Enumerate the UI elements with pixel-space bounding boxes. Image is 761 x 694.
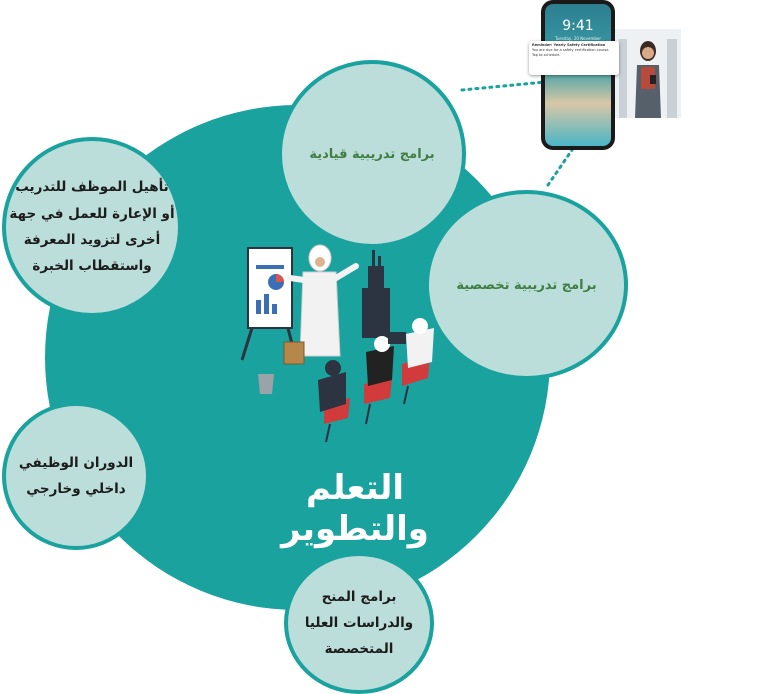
phone-screen	[545, 4, 611, 146]
node-qualification-line: أو الإعارة للعمل في جهة	[9, 205, 175, 222]
node-qualification-line: أخرى لتزويد المعرفة	[23, 232, 161, 248]
tower-building-icon	[362, 250, 390, 338]
notification-title: Reminder: Yearly Safety Certification	[532, 43, 606, 47]
trash-bin-icon	[258, 374, 274, 394]
main-title: التعلم والتطوير	[281, 468, 429, 549]
node-scholarship-programs	[284, 552, 434, 694]
presenter-figure	[284, 245, 356, 364]
node-leadership-training	[278, 60, 466, 248]
smartphone-mockup	[541, 0, 615, 150]
node-scholarship-line: والدراسات العليا	[304, 614, 414, 631]
node-employee-qualification	[2, 137, 182, 317]
phone-time: 9:41	[562, 18, 594, 34]
phone-date: Tuesday, 20 November	[555, 36, 601, 41]
node-job-rotation	[2, 402, 150, 550]
node-leadership-line: برامج تدريبية قيادية	[309, 146, 435, 162]
node-scholarship-line: المتخصصة	[324, 641, 394, 658]
node-specialized-training	[425, 190, 628, 380]
phone-notification	[529, 41, 619, 75]
node-scholarship-line: برامج المنح	[321, 588, 397, 605]
node-qualification-line: تأهيل الموظف للتدريب	[15, 179, 169, 196]
notification-body: You are due for a safety certification course. Tap to schedule.	[532, 47, 610, 57]
node-rotation-line: الدوران الوظيفي	[18, 454, 134, 471]
woman-with-phone-image	[615, 29, 681, 118]
person-photo	[615, 29, 681, 118]
node-rotation-line: داخلي وخارجي	[26, 481, 126, 497]
node-specialized-line: برامج تدريبية تخصصية	[456, 277, 597, 293]
node-qualification-line: واستقطاب الخبرة	[32, 258, 152, 275]
